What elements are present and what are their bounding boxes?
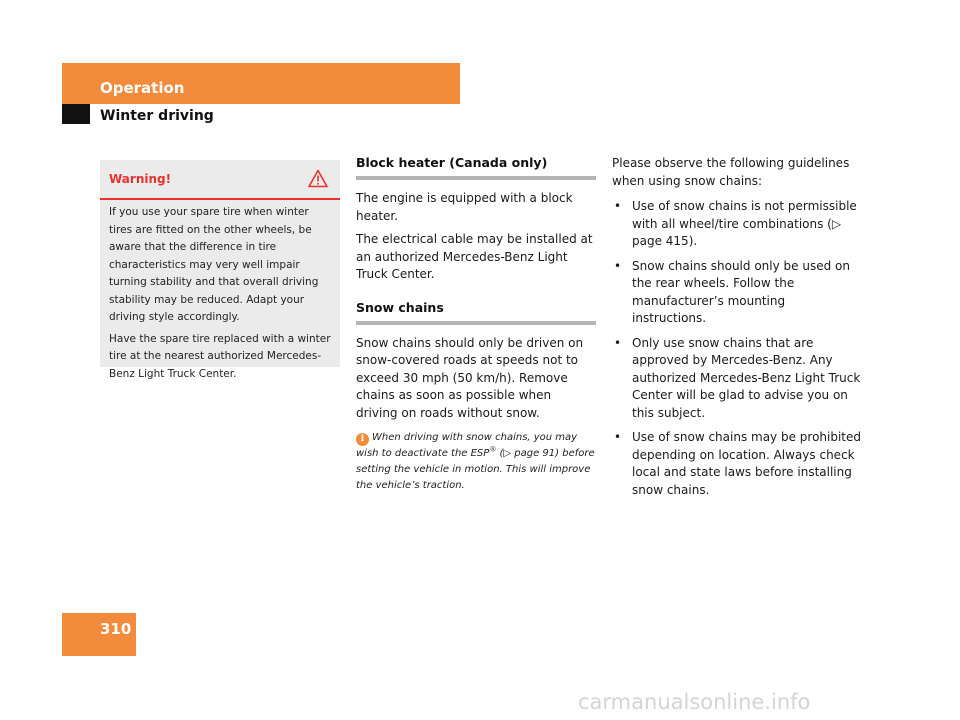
info-note-text: (▷ page 91) before setting the vehicle in motion. This will improve the vehicle’s traction. [356,448,595,491]
block-heater-paragraph: The engine is equipped with a block heater. [356,191,573,223]
info-note [356,430,596,494]
warning-box [100,160,340,380]
list-item-text: Use of snow chains is not permissible with all wheel/tire combinations (▷ page 415). [632,199,857,248]
info-note-text: When driving with snow chains, you may wish to deactivate the ESP [356,432,578,459]
warning-paragraph: Have the spare tire replaced with a winter tire at the nearest authorized Mercedes-Benz Light Truck Center. [109,332,331,380]
bullet-icon: • [614,199,622,213]
section-tab-marker [62,104,90,124]
middle-column [356,155,596,494]
info-icon: i [356,433,369,446]
list-item-text: Snow chains should only be used on the rear wheels. Follow the manufacturer’s mounting instructions. [632,258,850,325]
subsection-title: Winter driving [100,108,214,124]
list-item [612,198,862,251]
bullet-icon: • [614,430,622,444]
right-column [612,155,862,506]
section-title: Operation [100,79,185,97]
block-heater-paragraph: The electrical cable may be installed at an authorized Mercedes-Benz Light Truck Center. [356,232,593,281]
list-item [612,429,862,499]
warning-title: Warning! [109,172,172,186]
guidelines-list [612,198,862,499]
list-item-text: Only use snow chains that are approved by Mercedes-Benz. Any authorized Mercedes-Benz Light Truck Center will be glad to advise you on this subject. [632,335,861,420]
snow-chains-heading: Snow chains [356,300,596,325]
list-item [612,258,862,328]
warning-body [109,204,335,387]
warning-triangle-icon [308,169,328,192]
list-item-text: Use of snow chains may be prohibited depending on location. Always check local and state laws before installing snow chains. [632,430,862,497]
list-item [612,335,862,423]
guidelines-intro: Please observe the following guidelines when using snow chains: [612,156,850,188]
block-heater-heading: Block heater (Canada only) [356,155,596,180]
bullet-icon: • [614,258,622,273]
watermark: carmanualsonline.info [578,690,811,714]
warning-header [100,160,340,200]
snow-chains-paragraph: Snow chains should only be driven on snow-covered roads at speeds not to exceed 30 mph (50 km/h). Remove chains as soon as possible when driving on roads without snow. [356,335,584,420]
page-number: 310 [100,620,132,638]
bullet-icon: • [614,335,622,350]
warning-paragraph: If you use your spare tire when winter tires are fitted on the other wheels, be aware that the difference in tire characteristics may very well impair turning stability and that overall driving stability may be reduced. Adapt your driving style accordingly. [109,206,319,323]
registered-mark: ® [489,445,497,454]
